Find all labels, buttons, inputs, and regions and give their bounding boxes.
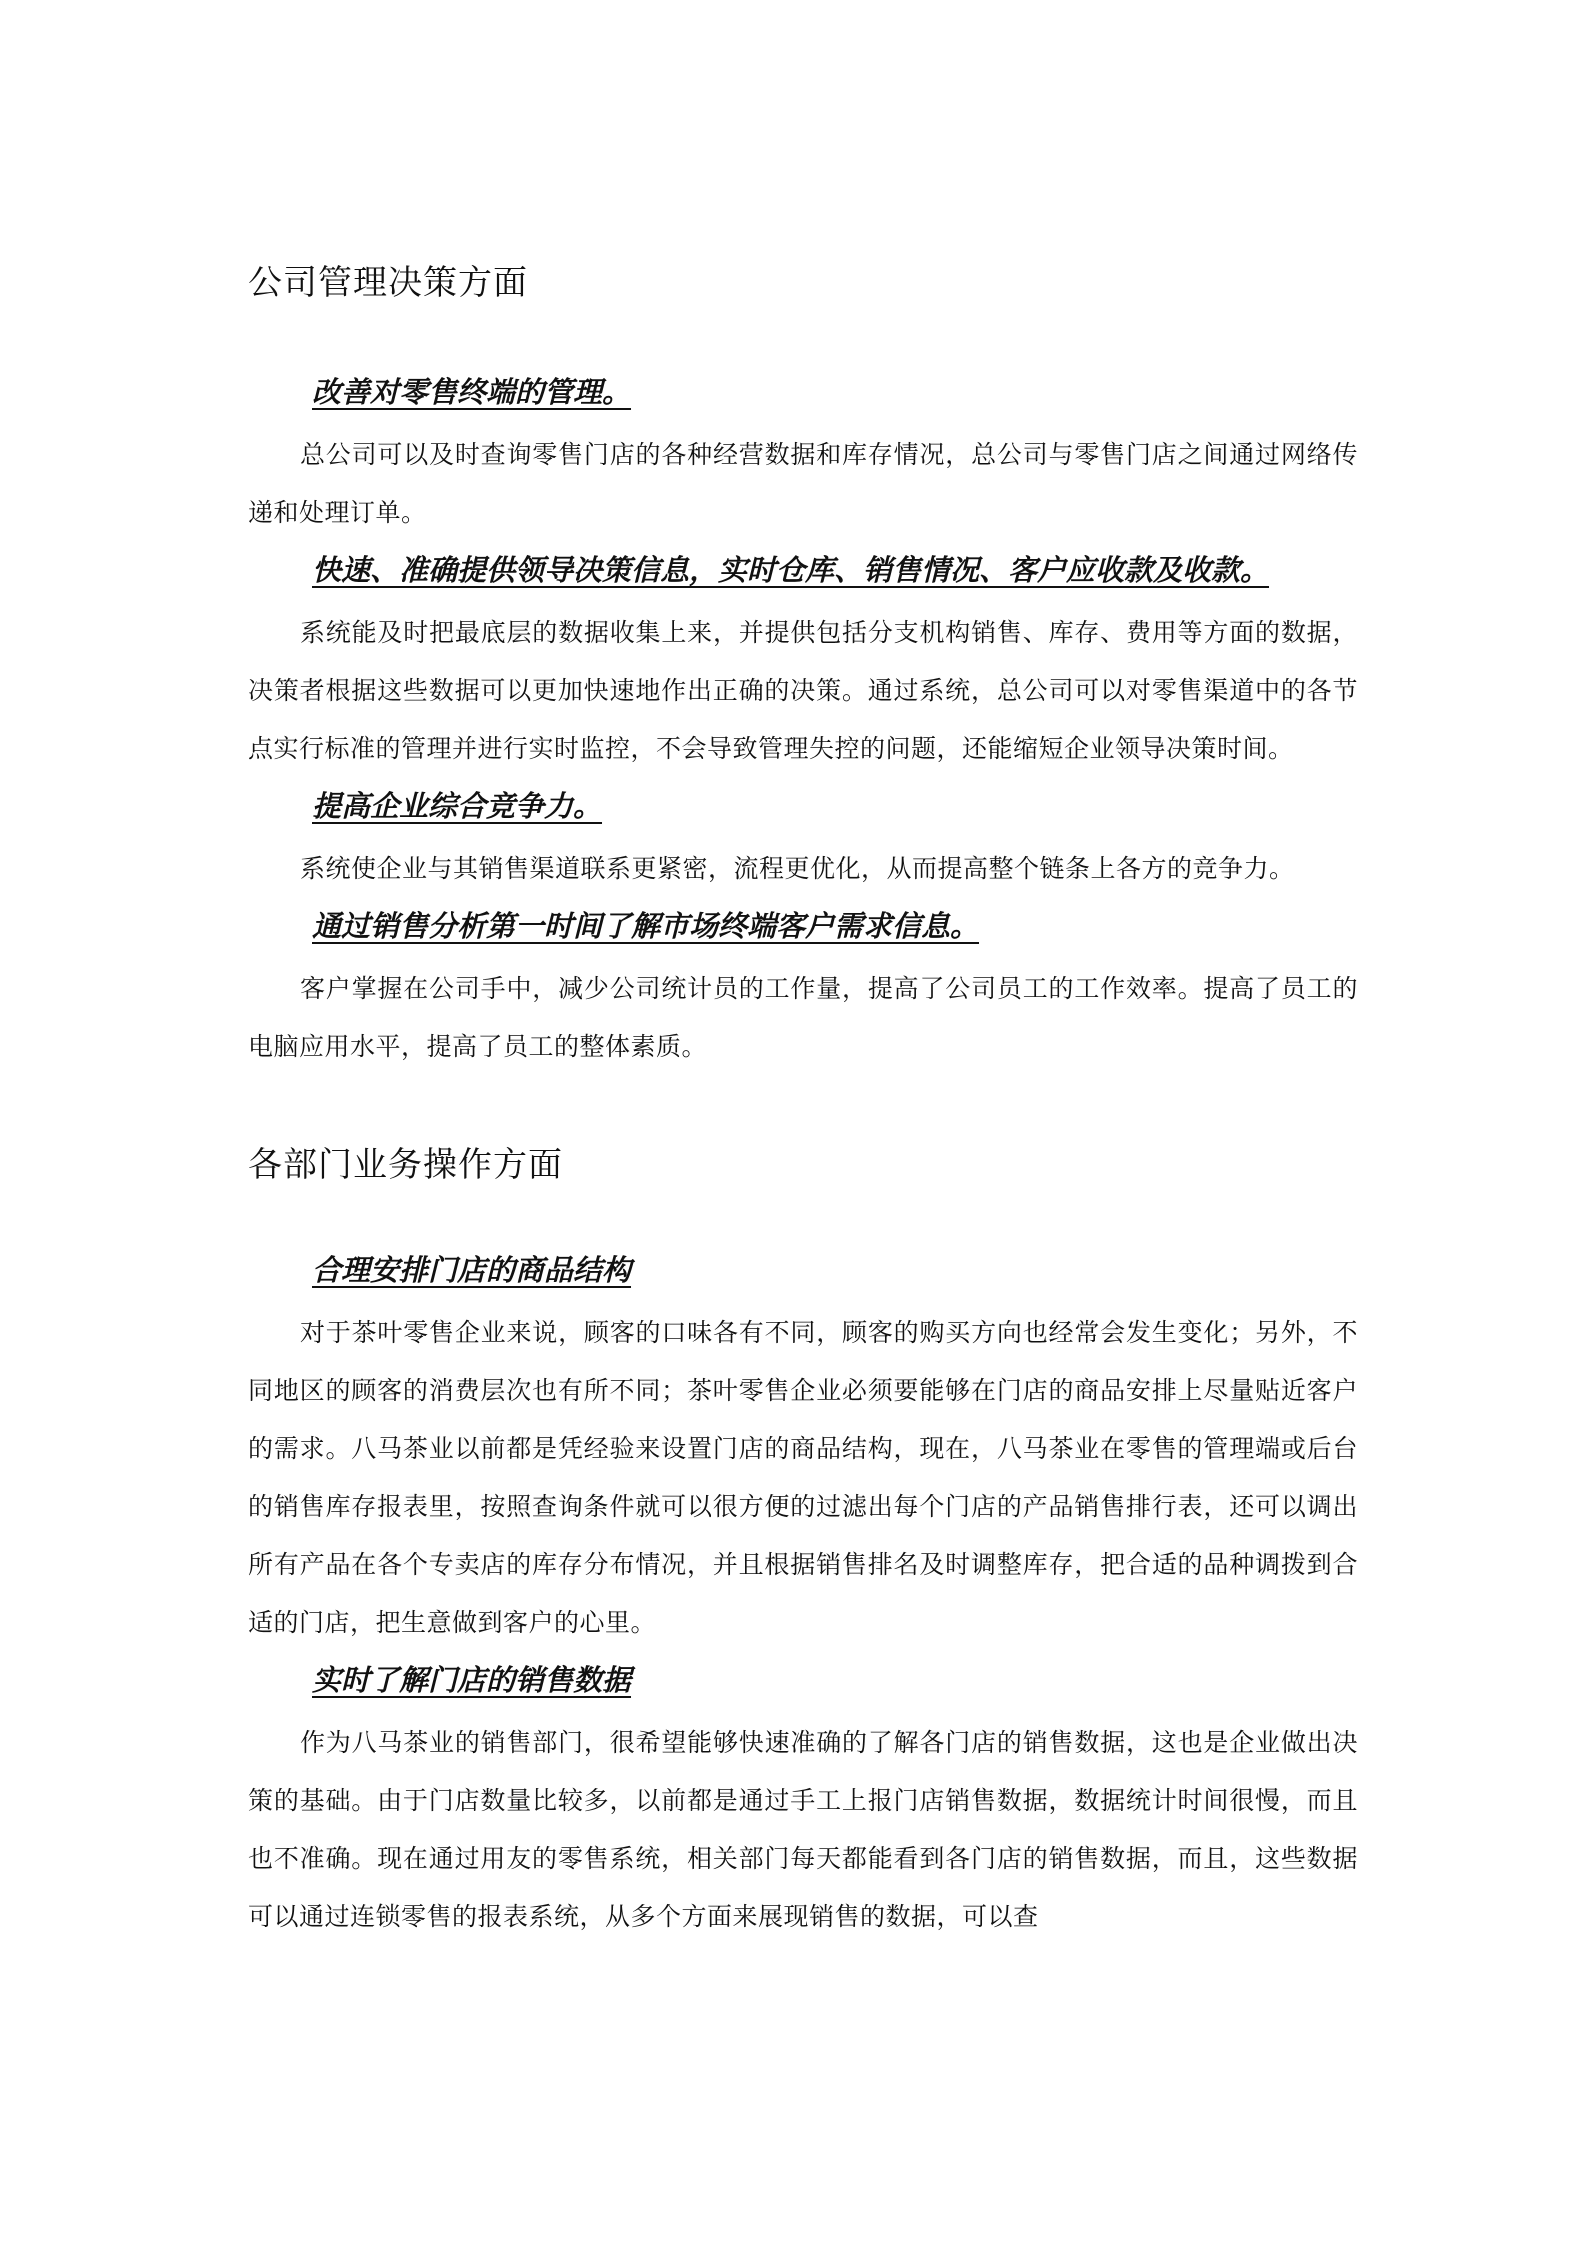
document-content <box>248 258 1358 1952</box>
subheading-sales-analysis: 通过销售分析第一时间了解市场终端客户需求信息。 <box>312 909 980 943</box>
paragraph-decision-info: 系统能及时把最底层的数据收集上来，并提供包括分支机构销售、库存、费用等方面的数据，决策者根据这些数据可以更加快速地作出正确的决策。通过系统，总公司可以对零售渠道中的各节点实行标准的管理并进行实时监控，不会导致管理失控的问题，还能缩短企业领导决策时间。 <box>248 618 1358 763</box>
paragraph-sales-analysis: 客户掌握在公司手中，减少公司统计员的工作量，提高了公司员工的工作效率。提高了员工的电脑应用水平，提高了员工的整体素质。 <box>248 974 1358 1061</box>
subheading-competitiveness: 提高企业综合竞争力。 <box>312 789 603 823</box>
subheading-decision-info: 快速、准确提供领导决策信息，实时仓库、销售情况、客户应收款及收款。 <box>312 553 1270 587</box>
paragraph-store-sales-data: 作为八马茶业的销售部门，很希望能够快速准确的了解各门店的销售数据，这也是企业做出决策的基础。由于门店数量比较多，以前都是通过手工上报门店销售数据，数据统计时间很慢，而且也不准确。现在通过用友的零售系统，相关部门每天都能看到各门店的销售数据，而且，这些数据可以通过连锁零售的报表系统，从多个方面来展现销售的数据，可以查 <box>248 1728 1358 1931</box>
paragraph-product-structure: 对于茶叶零售企业来说，顾客的口味各有不同，顾客的购买方向也经常会发生变化；另外，不同地区的顾客的消费层次也有所不同；茶叶零售企业必须要能够在门店的商品安排上尽量贴近客户的需求。八马茶业以前都是凭经验来设置门店的商品结构，现在，八马茶业在零售的管理端或后台的销售库存报表里，按照查询条件就可以很方便的过滤出每个门店的产品销售排行表，还可以调出所有产品在各个专卖店的库存分布情况，并且根据销售排名及时调整库存，把合适的品种调拨到合适的门店，把生意做到客户的心里。 <box>248 1318 1358 1637</box>
paragraph-retail-terminal: 总公司可以及时查询零售门店的各种经营数据和库存情况，总公司与零售门店之间通过网络传递和处理订单。 <box>248 440 1358 527</box>
section-title-management: 公司管理决策方面 <box>248 263 528 303</box>
paragraph-competitiveness: 系统使企业与其销售渠道联系更紧密，流程更优化，从而提高整个链条上各方的竞争力。 <box>300 854 1295 883</box>
subheading-store-sales-data: 实时了解门店的销售数据 <box>312 1663 632 1697</box>
subheading-retail-terminal: 改善对零售终端的管理。 <box>312 375 632 409</box>
section-title-operations: 各部门业务操作方面 <box>248 1145 563 1185</box>
subheading-product-structure: 合理安排门店的商品结构 <box>312 1253 632 1287</box>
